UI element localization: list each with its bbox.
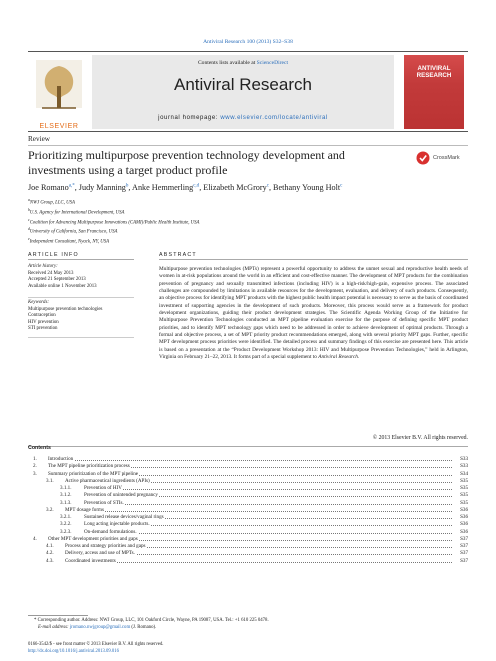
- toc-entry-label[interactable]: Process and strategy priorities and gaps: [65, 543, 146, 549]
- toc-entry-number: 3.2.: [46, 506, 54, 513]
- keywords-divider: [28, 297, 134, 298]
- toc-entry-page[interactable]: S37: [460, 557, 468, 564]
- author-name[interactable]: Elizabeth McGrory: [203, 183, 267, 192]
- toc-entry-label[interactable]: The MPT pipeline prioritization process: [48, 463, 130, 470]
- toc-entry-page[interactable]: S33: [460, 456, 468, 462]
- toc-leader-dots: [65, 562, 452, 563]
- affiliation-list: [28, 197, 328, 246]
- toc-entry-page[interactable]: S35: [460, 485, 468, 491]
- affiliation-text: Independent Consultant, Nyack, NY, USA: [29, 239, 110, 245]
- toc-entry[interactable]: [28, 492, 468, 499]
- toc-entry-page[interactable]: S36: [460, 514, 468, 520]
- contents-heading: Contents: [28, 445, 51, 451]
- toc-entry-number: 4.2.: [46, 550, 54, 557]
- toc-entry[interactable]: [28, 485, 468, 492]
- crossmark-icon: [416, 151, 430, 165]
- toc-entry-label[interactable]: Prevention of STIs.: [84, 499, 124, 506]
- article-history: [28, 264, 148, 290]
- author-name[interactable]: Bethany Young Holt: [273, 183, 341, 192]
- toc-entry-number: 1.: [33, 456, 37, 462]
- elsevier-tree-icon: [30, 56, 88, 128]
- toc-entry-page[interactable]: S35: [460, 492, 468, 499]
- toc-entry-label[interactable]: Sustained release devices/vaginal rings: [84, 514, 164, 520]
- author-affiliation-marker[interactable]: b: [125, 183, 129, 189]
- history-accepted: Accepted 21 September 2013: [28, 277, 86, 283]
- toc-entry-label[interactable]: Introduction: [48, 456, 74, 462]
- toc-entry-number: 3.2.2.: [60, 521, 72, 528]
- toc-entry-page[interactable]: S36: [460, 528, 468, 535]
- footnote-rule: [28, 615, 88, 616]
- toc-entry-number: 3.1.3.: [60, 499, 72, 506]
- keyword-item: Multipurpose prevention technologies: [28, 306, 103, 312]
- author-name[interactable]: Joe Romano: [28, 183, 69, 192]
- toc-leader-dots: [84, 504, 452, 505]
- crossmark-badge[interactable]: [416, 151, 464, 165]
- toc-entry[interactable]: [28, 514, 468, 521]
- abstract-end: .: [357, 354, 360, 361]
- affiliation-marker: a: [28, 198, 30, 202]
- email-line: [34, 624, 474, 631]
- issn-line: 0166-3542/$ - see front matter © 2013 Elsevier B.V. All rights reserved.: [28, 642, 164, 647]
- author-name[interactable]: Judy Manning: [78, 183, 126, 192]
- affiliation-marker: b: [28, 207, 30, 212]
- title-divider: [28, 145, 468, 146]
- copyright-notice: © 2013 Elsevier B.V. All rights reserved.: [372, 435, 468, 441]
- toc-entry-page[interactable]: S35: [460, 499, 468, 506]
- toc-entry[interactable]: [28, 463, 468, 470]
- author-affiliation-marker[interactable]: c: [266, 183, 269, 189]
- toc-entry-page[interactable]: S35: [460, 477, 468, 484]
- toc-entry[interactable]: [28, 529, 468, 536]
- toc-entry-label[interactable]: Other MPT development priorities and gaps: [48, 535, 138, 542]
- homepage-prefix: journal homepage:: [158, 115, 221, 121]
- email-suffix: (J. Romano).: [130, 625, 157, 630]
- toc-entry-page[interactable]: S37: [460, 543, 468, 549]
- elsevier-logo: [30, 56, 88, 128]
- homepage-link[interactable]: www.elsevier.com/locate/antiviral: [220, 115, 328, 121]
- toc-entry[interactable]: [28, 550, 468, 557]
- toc-leader-dots: [65, 511, 452, 512]
- affiliation-text: NWJ Group, LLC, USA: [29, 200, 75, 206]
- abstract-bottom-rule: [28, 446, 468, 447]
- toc-entry-page[interactable]: S33: [460, 463, 468, 470]
- affiliation-item: [28, 226, 328, 236]
- toc-entry-number: 3.: [33, 470, 37, 477]
- toc-entry-number: 4.: [33, 535, 37, 542]
- affiliation-item: [28, 236, 328, 246]
- abstract-heading: ABSTRACT: [159, 252, 197, 258]
- toc-entry-number: 2.: [33, 463, 37, 470]
- toc-entry[interactable]: [28, 471, 468, 478]
- toc-entry-label[interactable]: Active pharmaceutical ingredients (APIs): [65, 477, 150, 484]
- author-list: [28, 183, 468, 192]
- author-name[interactable]: Anke Hemmerling: [132, 183, 194, 192]
- toc-entry-number: 4.1.: [46, 543, 54, 549]
- history-online: Available online 1 November 2013: [28, 283, 97, 289]
- affiliation-marker: d: [28, 227, 30, 232]
- author-separator: ,: [268, 183, 274, 192]
- toc-entry[interactable]: [28, 521, 468, 528]
- journal-title[interactable]: Antiviral Research: [174, 75, 312, 94]
- history-label: Article history:: [28, 264, 58, 269]
- toc-entry-label[interactable]: Prevention of HIV: [84, 485, 122, 491]
- journal-cover-title: ANTIVIRAL RESEARCH: [416, 65, 452, 79]
- sciencedirect-link[interactable]: ScienceDirect: [256, 60, 289, 66]
- toc-entry[interactable]: [28, 536, 468, 543]
- toc-entry-label[interactable]: Summary prioritization of the MPT pipeline: [48, 470, 139, 477]
- abstract-journal-name: Antiviral Research: [318, 354, 358, 361]
- toc-entry-page[interactable]: S37: [460, 535, 468, 542]
- toc-entry-label[interactable]: Delivery, access and use of MPTs.: [65, 550, 135, 557]
- journal-reference[interactable]: Antiviral Research 100 (2013) S32–S38: [203, 39, 293, 45]
- toc-entry[interactable]: [28, 507, 468, 514]
- toc-entry[interactable]: [28, 543, 468, 550]
- email-label: E-mail address:: [38, 625, 70, 630]
- publisher-name: ELSEVIER: [39, 123, 79, 130]
- toc-entry[interactable]: [28, 500, 468, 507]
- toc-leader-dots: [48, 460, 452, 461]
- affiliation-item: [28, 217, 328, 227]
- abstract-text: [159, 266, 468, 361]
- keyword-item: Contraception: [28, 313, 56, 319]
- article-info-heading: ARTICLE INFO: [28, 252, 79, 258]
- keywords-label: Keywords:: [28, 300, 50, 305]
- toc-entry-page[interactable]: S34: [460, 470, 468, 477]
- toc-entry-number: 3.1.: [46, 477, 54, 484]
- affiliation-marker: c: [28, 217, 30, 222]
- toc-entry-number: 3.2.3.: [60, 528, 72, 535]
- history-received: Received 24 May 2013: [28, 270, 74, 276]
- toc-leader-dots: [84, 533, 452, 534]
- toc-entry-label[interactable]: MPT dosage forms: [65, 506, 104, 513]
- affiliation-item: [28, 197, 328, 207]
- toc-entry[interactable]: [28, 456, 468, 463]
- affiliation-text: University of California, San Francisco, USA: [29, 229, 118, 235]
- issn-block: [28, 642, 328, 656]
- article-info-rule: [28, 259, 134, 260]
- toc-leader-dots: [84, 489, 452, 490]
- toc-entry-number: 3.1.1.: [60, 485, 72, 491]
- affiliation-text: U.S. Agency for International Development, USA: [29, 210, 125, 216]
- paper-title: Prioritizing multipurpose prevention technology development and investments using a target product profile: [28, 148, 345, 177]
- abstract-body: Multipurpose prevention technologies (MPTs) represent a powerful opportunity to address the unmet sexual and reproductive health needs of women in at-risk populations around the world in an efficient and cost-effective manner. The development of MPT products for the combination prevention of pregnancy and sexually transmitted infections (including HIV) is a high-risk/high-gain, expensive process. The associated challenges are compounded by limitations in available resources for the development, evaluation, and delivery of such products. Consequently, an objective process for identifying MPT products with the highest public health impact potential is necessary to serve as the basis of coordinated investment of supporting agencies in the development of such products. Moreover, this process would serve as a framework for product development organizations, guiding their product development strategies. The Scientific Agenda Working Group of the Initiative for Multipurpose Prevention Technologies conducted an MPT pipeline evaluation exercise for the purpose of defining specific MPT product priorities, and to identify MPT technology gaps which need to be addressed in order to achieve development of optimal products. Through a formal and objective process, a set of MPT priority product recommendations emerged, along with several priority MPT gaps. Further, specific MPT development process priorities were identified. The detailed process and summary findings of this exercise are presented here. This article is based on a presentation at the “Product Development Workshop 2013: HIV and Multipurpose Prevention Technologies,” held in Arlington, Virginia on February 21–22, 2013. It forms part of a special supplement to: [159, 266, 468, 361]
- author-separator: ,: [199, 183, 204, 192]
- author-separator: ,: [74, 183, 79, 192]
- contents-availability-line: [92, 60, 394, 66]
- header-bottom-rule: [28, 131, 468, 132]
- article-type: Review: [28, 135, 50, 143]
- crossmark-label: CrossMark: [433, 155, 460, 161]
- toc-entry[interactable]: [28, 478, 468, 485]
- toc-entry-page[interactable]: S37: [460, 550, 468, 557]
- email-link[interactable]: jromano.nwjgroup@gmail.com: [69, 625, 131, 630]
- abstract-rule: [159, 259, 468, 260]
- affiliation-text: Coalition for Advancing Multipurpose Innovations (CAMI)/Public Health Institute, USA: [29, 220, 200, 226]
- toc-entry-label[interactable]: Coordinated investments: [65, 557, 116, 564]
- corresponding-author-footnote: [34, 617, 474, 631]
- contents-prefix: Contents lists available at: [197, 60, 257, 66]
- author-affiliation-marker[interactable]: c,d: [193, 183, 200, 189]
- keyword-item: STI prevention: [28, 326, 58, 332]
- author-separator: ,: [128, 183, 133, 192]
- toc-entry-label[interactable]: Prevention of unintended pregnancy: [84, 492, 158, 499]
- journal-homepage-line: [92, 115, 394, 121]
- affiliation-item: [28, 207, 328, 217]
- toc-entry-number: 3.2.1.: [60, 514, 72, 520]
- header-top-rule: [28, 51, 468, 52]
- keyword-item: HIV prevention: [28, 319, 59, 325]
- toc-entry-label[interactable]: On-demand formulations.: [84, 528, 137, 535]
- author-affiliation-marker[interactable]: c: [340, 183, 343, 189]
- article-info-bottom-rule: [28, 337, 134, 338]
- toc-entry-number: 4.3.: [46, 557, 54, 564]
- toc-entry-page[interactable]: S36: [460, 506, 468, 513]
- author-affiliation-marker[interactable]: a,*: [68, 183, 75, 189]
- toc-entry-label[interactable]: Long acting injectable products.: [84, 521, 150, 528]
- toc-entry-page[interactable]: S36: [460, 521, 468, 528]
- corresponding-author-text: * Corresponding author. Address: NWJ Group, LLC, 101 Oakford Circle, Wayne, PA 19087, USA. Tel.: +1 610 225 0478.: [34, 618, 269, 623]
- toc-entry-number: 3.1.2.: [60, 492, 72, 499]
- toc-entry[interactable]: [28, 558, 468, 565]
- keywords: [28, 300, 148, 333]
- affiliation-marker: e: [28, 237, 30, 242]
- doi-link[interactable]: http://dx.doi.org/10.1016/j.antiviral.2013.09.016: [28, 648, 119, 654]
